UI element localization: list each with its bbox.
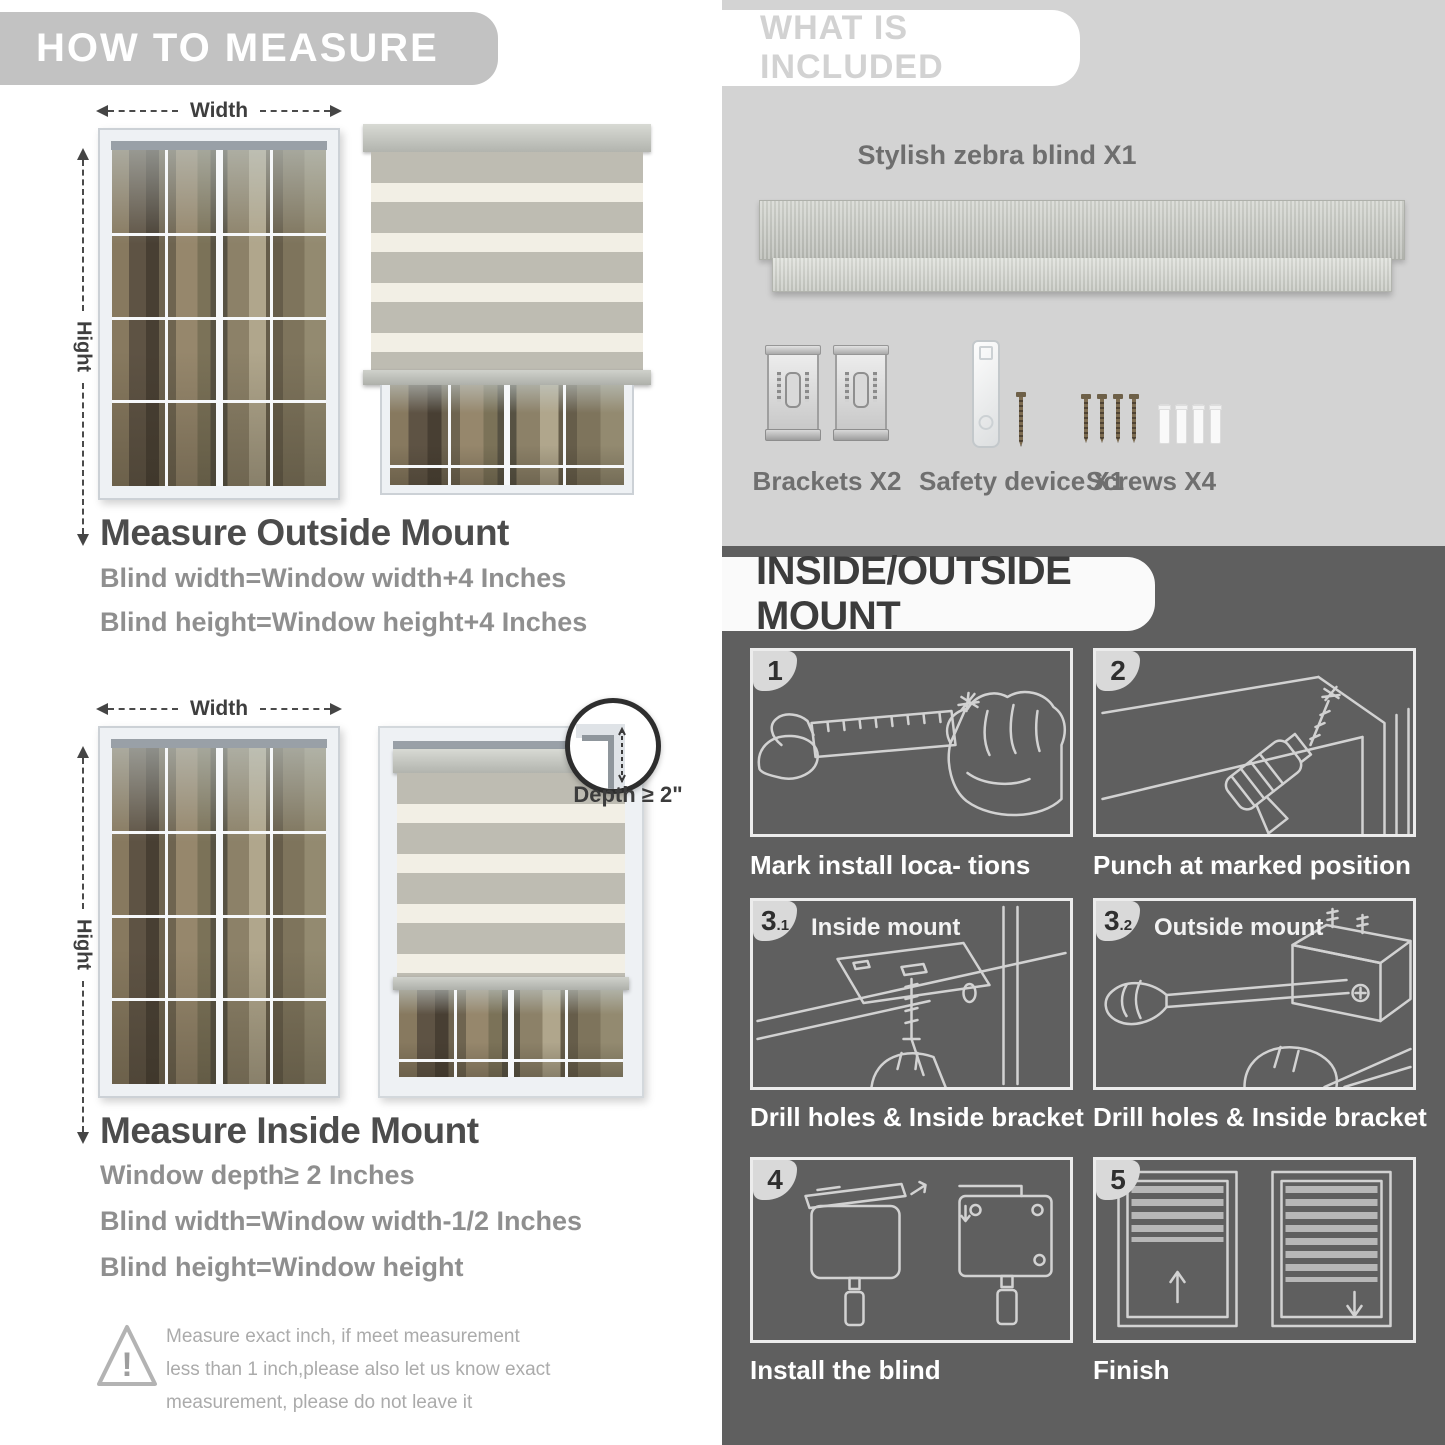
window-illustration-outside [98, 128, 340, 500]
step-caption-2: Punch at marked position [1093, 850, 1411, 880]
arrow-down-icon [77, 534, 89, 546]
step-number: 4 [767, 1164, 783, 1195]
step-panel-4 [750, 1157, 1073, 1343]
window-grid [112, 150, 326, 486]
safety-device-graphic-group [919, 340, 1079, 448]
step-number: 1 [767, 655, 783, 686]
install-blind-art [753, 1160, 1070, 1340]
step-caption-5: Finish [1093, 1355, 1170, 1385]
included-header-bar [722, 10, 1080, 86]
wall-anchor-icon [1210, 404, 1221, 444]
height-label: Hight [72, 321, 95, 373]
height-arrow-outside [72, 148, 94, 546]
step-subnumber: .1 [776, 917, 790, 934]
included-section [722, 0, 1445, 546]
screw-icon [1097, 394, 1107, 444]
window-grid [112, 748, 326, 1084]
dashed-line [260, 110, 330, 112]
height-arrow-inside [72, 746, 94, 1144]
bracket-spring [777, 372, 781, 402]
arrow-up-icon [77, 148, 89, 160]
dashed-line [260, 708, 330, 710]
blind-bottom-rail [363, 370, 651, 385]
screw-head [1081, 394, 1091, 399]
window-photo [112, 748, 326, 1084]
bracket-icon [767, 348, 819, 436]
window-illustration-inside [98, 726, 340, 1098]
dashed-line [82, 981, 84, 1132]
window-grid [390, 385, 624, 485]
arrow-right-icon [330, 703, 342, 715]
window-corner-zoom-art [570, 703, 656, 789]
brackets-graphic-group [747, 348, 907, 436]
step-subnumber: .2 [1119, 917, 1133, 934]
arrow-left-icon [96, 105, 108, 117]
screws-caption: Screws X4 [1085, 466, 1217, 496]
step-panel-1 [750, 648, 1073, 837]
screws-graphic-group [1071, 392, 1231, 444]
screw-head [1097, 394, 1107, 399]
bracket-spring [805, 372, 809, 402]
screw-icon [1016, 392, 1026, 448]
step-panel-5 [1093, 1157, 1416, 1343]
screw-shaft [1100, 399, 1104, 443]
mark-location-art [753, 651, 1070, 834]
step-caption-4: Install the blind [750, 1355, 941, 1385]
step-panel-title: Inside mount [811, 914, 961, 941]
bracket-slot [785, 372, 801, 408]
inside-mount-title: Measure Inside Mount [100, 1110, 479, 1151]
arrow-right-icon [330, 105, 342, 117]
depth-callout-circle [565, 698, 661, 794]
screw-icon [1081, 394, 1091, 444]
arrow-left-icon [96, 703, 108, 715]
width-label: Width [189, 99, 249, 122]
screw-shaft [1084, 399, 1088, 443]
screw-shaft [1116, 399, 1120, 443]
how-to-measure-header-bar [0, 12, 498, 85]
screw-head [1113, 394, 1123, 399]
blind-bottom-rail [393, 977, 629, 990]
inside-mount-line2: Blind width=Window width-1/2 Inches [100, 1206, 583, 1236]
inside-mount-line1: Window depth≥ 2 Inches [100, 1160, 415, 1190]
inside-mount-line3: Blind height=Window height [100, 1252, 464, 1282]
step-number: 2 [1110, 655, 1126, 686]
width-label: Width [189, 697, 249, 720]
brackets-caption: Brackets X2 [752, 466, 902, 496]
height-label: Hight [72, 919, 95, 971]
exclamation-triangle-icon [96, 1322, 158, 1390]
dashed-line [108, 110, 178, 112]
safety-device-notch [979, 346, 993, 360]
included-title: WHAT IS INCLUDED [760, 9, 944, 86]
bracket-icon [835, 348, 887, 436]
mount-header-bar [722, 549, 1155, 638]
blind-cassette [363, 124, 651, 152]
bracket-slot [853, 372, 869, 408]
safety-device-caption: Safety device X1 [919, 466, 1125, 496]
mount-title: INSIDE/OUTSIDE MOUNT [756, 549, 1072, 638]
window-photo [399, 990, 623, 1077]
step-panel-title: Outside mount [1154, 914, 1324, 941]
arrow-up-icon [77, 746, 89, 758]
depth-callout-label: Depth ≥ 2" [573, 782, 683, 807]
screw-head [1129, 394, 1139, 399]
blind-shade-stripes [371, 152, 643, 370]
safety-device-icon [972, 340, 1000, 448]
blind-cassette-product-lower [772, 258, 1392, 292]
bracket-spring [845, 372, 849, 402]
blind-illustration-outside [363, 124, 651, 495]
window-photo [390, 385, 624, 485]
wall-anchor-icon [1176, 404, 1187, 444]
width-arrow-inside [96, 698, 342, 720]
finish-art [1096, 1160, 1413, 1340]
zebra-blind-label: Stylish zebra blind X1 [857, 140, 1137, 170]
arrow-down-icon [77, 1132, 89, 1144]
step-panel-2 [1093, 648, 1416, 837]
screw-icon [1113, 394, 1123, 444]
safety-device-hole [979, 415, 994, 430]
wall-anchor-icon [1159, 404, 1170, 444]
blind-cassette-product [759, 200, 1405, 260]
how-to-measure-title: HOW TO MEASURE [36, 26, 439, 70]
step-number: 5 [1110, 1164, 1126, 1195]
drill-art [1096, 651, 1413, 834]
outside-mount-line1: Blind width=Window width+4 Inches [100, 563, 567, 593]
step-caption-1: Mark install loca- tions [750, 850, 1031, 880]
warning-text: Measure exact inch, if meet measurement less than 1 inch,please also let us know exact measurement, please do not leave it [166, 1326, 551, 1413]
dashed-line [82, 758, 84, 909]
window-grid [399, 990, 623, 1077]
warning-icon-wrap [96, 1322, 158, 1390]
step-caption-3-2: Drill holes & Inside bracket [1093, 1102, 1427, 1132]
step-caption-3-1: Drill holes & Inside bracket [750, 1102, 1084, 1132]
dashed-line [82, 383, 84, 534]
window-photo [112, 150, 326, 486]
window-lintel [111, 739, 327, 748]
svg-text:!: ! [121, 1346, 133, 1384]
wall-anchor-icon [1193, 404, 1204, 444]
screw-head [1016, 392, 1026, 397]
screw-icon [1129, 394, 1139, 444]
bracket-spring [873, 372, 877, 402]
outside-mount-title: Measure Outside Mount [100, 512, 509, 553]
step-number: 3 [760, 905, 777, 936]
screw-shaft [1019, 397, 1023, 447]
screw-shaft [1132, 399, 1136, 443]
outside-mount-line2: Blind height=Window height+4 Inches [100, 607, 588, 637]
step-number: 3 [1103, 905, 1120, 936]
width-arrow-outside [96, 100, 342, 122]
dashed-line [108, 708, 178, 710]
dashed-line [82, 160, 84, 311]
window-below-blind [380, 385, 634, 495]
step-panel-3-1 [750, 898, 1073, 1090]
window-lintel [111, 141, 327, 150]
window-below-blind [393, 990, 629, 1083]
mount-section [722, 546, 1445, 1445]
step-panel-3-2 [1093, 898, 1416, 1090]
